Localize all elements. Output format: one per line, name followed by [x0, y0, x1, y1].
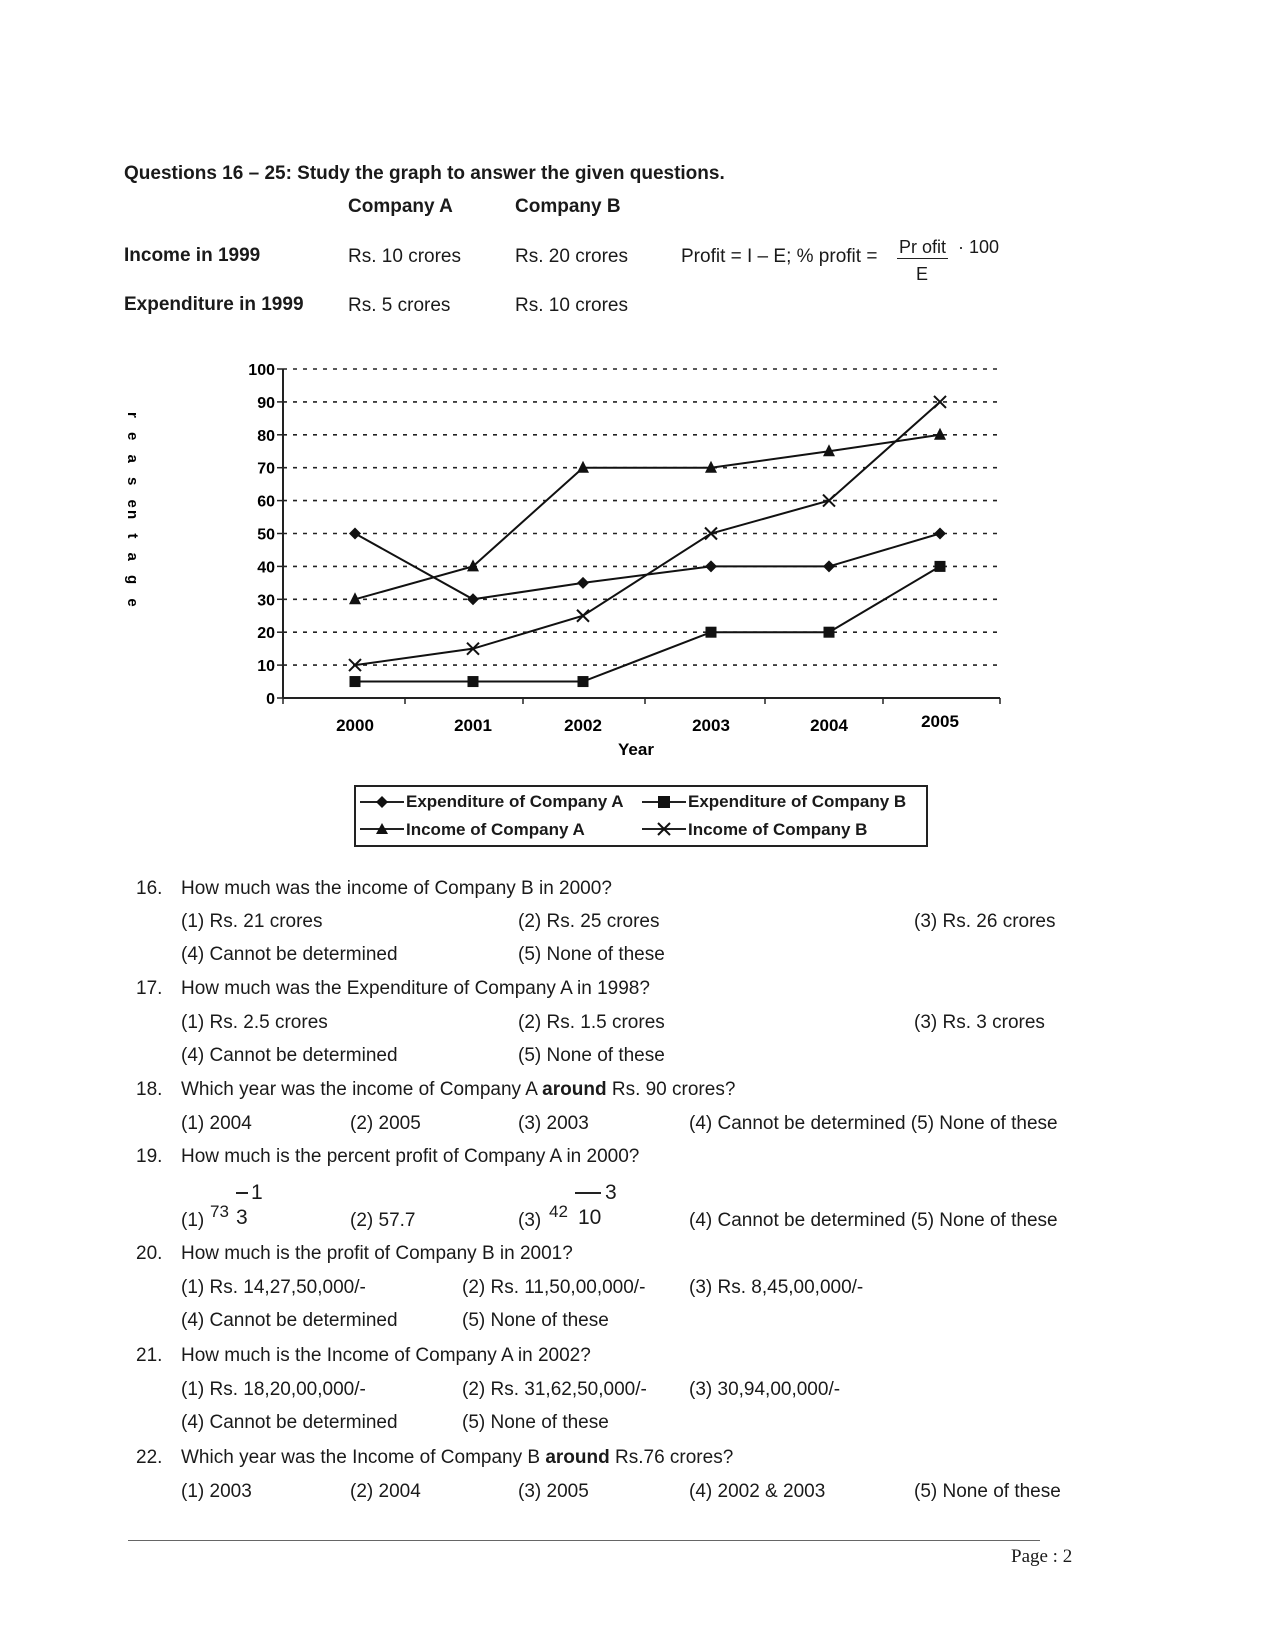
- x-axis-ticks: [283, 698, 1000, 735]
- option: (1) Rs. 14,27,50,000/-: [181, 1277, 366, 1298]
- row-label-expenditure-1999: Expenditure in 1999: [124, 294, 304, 315]
- y-tick-label: 90: [257, 394, 275, 412]
- question-text: How much is the profit of Company B in 2001?: [181, 1243, 573, 1264]
- diamond-marker: [934, 528, 946, 540]
- diamond-marker: [577, 577, 589, 589]
- option: (3): [518, 1210, 542, 1231]
- y-tick-label: 100: [248, 362, 275, 379]
- expenditure-1999-company-a: Rs. 5 crores: [348, 295, 451, 316]
- option: (5) None of these: [914, 1481, 1061, 1502]
- chart-series-markers: [349, 396, 946, 687]
- question-text: How much is the Income of Company A in 2002?: [181, 1345, 591, 1366]
- y-tick-label: 80: [257, 427, 275, 445]
- chart-axes: [283, 369, 1000, 698]
- option: (4) Cannot be determined (5) None of these: [689, 1113, 1058, 1134]
- diamond-marker: [467, 593, 479, 605]
- option: (3) 2005: [518, 1481, 589, 1502]
- profit-formula-denominator: E: [916, 264, 929, 284]
- legend-label: Income of Company B: [688, 820, 868, 839]
- option: (3) Rs. 3 crores: [914, 1012, 1045, 1033]
- triangle-icon: [360, 822, 406, 836]
- option: (5) None of these: [462, 1412, 609, 1433]
- square-marker: [935, 561, 946, 572]
- y-axis-ticks: [248, 362, 283, 708]
- option-fraction-numerator: 1: [251, 1181, 263, 1204]
- question-text: How much was the Expenditure of Company A in 1998?: [181, 978, 650, 999]
- question-number: 20.: [136, 1243, 163, 1264]
- cross-marker: [577, 610, 589, 622]
- series-line: [355, 402, 940, 665]
- option: (1): [181, 1210, 205, 1231]
- legend-label: Expenditure of Company A: [406, 792, 624, 811]
- question-number: 19.: [136, 1146, 163, 1167]
- square-icon: [642, 795, 688, 809]
- option: (3) 2003: [518, 1113, 589, 1134]
- option: (1) 2003: [181, 1481, 252, 1502]
- question-text: How much was the income of Company B in 2000?: [181, 878, 612, 899]
- option: (2) 2005: [350, 1113, 421, 1134]
- y-tick-label: 10: [257, 658, 275, 676]
- line-chart: [0, 0, 1275, 780]
- y-tick-label: 0: [266, 691, 275, 708]
- chart-legend: [354, 785, 928, 847]
- option: (5) None of these: [518, 944, 665, 965]
- option: (2) Rs. 25 crores: [518, 911, 660, 932]
- question-number: 16.: [136, 878, 163, 899]
- option: (3) 30,94,00,000/-: [689, 1379, 841, 1400]
- question-text: [181, 1447, 733, 1469]
- question-text-part: Rs.76 crores?: [609, 1447, 734, 1468]
- option: (4) Cannot be determined: [181, 944, 398, 965]
- option: (1) Rs. 21 crores: [181, 911, 323, 932]
- square-marker: [824, 627, 835, 638]
- expenditure-1999-company-b: Rs. 10 crores: [515, 295, 628, 316]
- option: (3) Rs. 8,45,00,000/-: [689, 1277, 864, 1298]
- option: (2) Rs. 31,62,50,000/-: [462, 1379, 647, 1400]
- diamond-marker: [349, 528, 361, 540]
- option: (2) Rs. 1.5 crores: [518, 1012, 665, 1033]
- page-number: Page : 2: [1011, 1546, 1073, 1567]
- income-1999-company-b: Rs. 20 crores: [515, 246, 628, 267]
- chart-series-lines: [355, 402, 940, 682]
- row-label-income-1999: Income in 1999: [124, 245, 261, 266]
- income-1999-company-a: Rs. 10 crores: [348, 246, 461, 267]
- fraction-bar: [575, 1192, 601, 1194]
- question-text-part: Which year was the Income of Company B: [181, 1447, 546, 1468]
- y-tick-label: 60: [257, 493, 275, 511]
- option: (4) Cannot be determined (5) None of these: [689, 1210, 1058, 1231]
- footer-divider: [128, 1540, 1040, 1541]
- option: (5) None of these: [462, 1310, 609, 1331]
- question-text-part: Which year was the income of Company A: [181, 1079, 543, 1100]
- profit-formula-numerator: Pr ofit: [899, 237, 947, 257]
- option-fraction-denominator: 10: [578, 1206, 602, 1229]
- y-axis-label-fragment: n t a g e: [124, 510, 141, 612]
- y-tick-label: 40: [257, 559, 275, 577]
- x-tick-label: 2002: [564, 716, 602, 735]
- option-fraction-numerator: 3: [605, 1181, 617, 1204]
- option: (2) 2004: [350, 1481, 421, 1502]
- cross-icon: [642, 822, 688, 836]
- y-tick-label: 50: [257, 526, 275, 544]
- option: (1) Rs. 18,20,00,000/-: [181, 1379, 366, 1400]
- diamond-icon: [360, 795, 406, 809]
- question-number: 18.: [136, 1079, 163, 1100]
- option-fraction-denominator: 3: [236, 1206, 248, 1229]
- square-marker: [706, 627, 717, 638]
- question-text-emphasis: around: [542, 1079, 607, 1100]
- question-text: How much is the percent profit of Company A in 2000?: [181, 1146, 640, 1167]
- y-tick-label: 20: [257, 625, 275, 643]
- chart-grid: [283, 369, 1000, 665]
- x-axis-label: Year: [618, 740, 654, 759]
- question-text-part: Rs. 90 crores?: [606, 1079, 736, 1100]
- square-marker: [350, 676, 361, 687]
- y-tick-label: 30: [257, 592, 275, 610]
- option: (4) Cannot be determined: [181, 1045, 398, 1066]
- question-number: 17.: [136, 978, 163, 999]
- square-marker: [468, 676, 479, 687]
- legend-label: Income of Company A: [406, 820, 585, 839]
- option: (4) Cannot be determined: [181, 1412, 398, 1433]
- option: (2) Rs. 11,50,00,000/-: [462, 1277, 646, 1298]
- option: (2) 57.7: [350, 1210, 416, 1231]
- column-header-company-a: Company A: [348, 196, 453, 217]
- option-whole-number: 73: [210, 1202, 229, 1221]
- option: (3) Rs. 26 crores: [914, 911, 1056, 932]
- question-number: 22.: [136, 1447, 163, 1468]
- question-text-emphasis: around: [545, 1447, 610, 1468]
- option: (1) 2004: [181, 1113, 252, 1134]
- column-header-company-b: Company B: [515, 196, 621, 217]
- x-tick-label: 2004: [810, 716, 848, 735]
- option-whole-number: 42: [549, 1202, 568, 1221]
- fraction-bar: [236, 1192, 248, 1194]
- legend-label: Expenditure of Company B: [688, 792, 907, 811]
- triangle-marker: [467, 559, 479, 571]
- x-tick-label: 2001: [454, 716, 492, 735]
- x-tick-label: 2003: [692, 716, 730, 735]
- question-number: 21.: [136, 1345, 163, 1366]
- option: (1) Rs. 2.5 crores: [181, 1012, 328, 1033]
- profit-formula-text: Profit = I – E; % profit =: [681, 246, 878, 267]
- square-marker: [578, 676, 589, 687]
- option: (4) Cannot be determined: [181, 1310, 398, 1331]
- y-tick-label: 70: [257, 460, 275, 478]
- x-tick-label: 2005: [921, 712, 959, 731]
- triangle-marker: [934, 428, 946, 440]
- option: (5) None of these: [518, 1045, 665, 1066]
- diamond-marker: [823, 560, 835, 572]
- series-line: [355, 566, 940, 681]
- option: (4) 2002 & 2003: [689, 1481, 826, 1502]
- diamond-marker: [705, 560, 717, 572]
- y-axis-label-fragment: r e a s e: [124, 412, 141, 513]
- section-title: Questions 16 – 25: Study the graph to answer the given questions.: [124, 163, 725, 184]
- question-text: [181, 1079, 735, 1101]
- profit-formula-multiplier: · 100: [958, 237, 1000, 257]
- x-tick-label: 2000: [336, 716, 374, 735]
- series-line: [355, 534, 940, 600]
